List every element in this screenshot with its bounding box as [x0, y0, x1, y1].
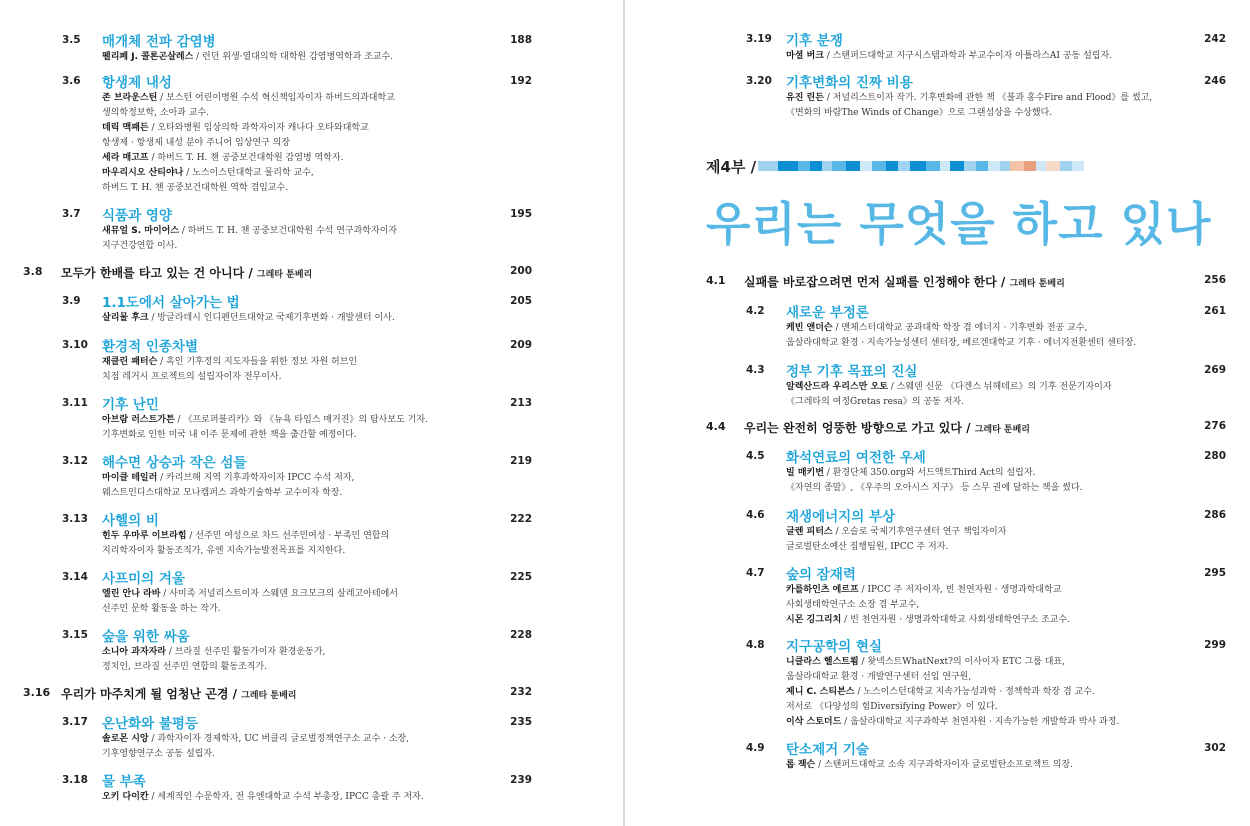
entry-number: 3.9 [62, 295, 81, 307]
contributor-name: 케빈 앤더슨 [786, 323, 833, 333]
color-bar-segment [898, 161, 910, 171]
contributor-description: / 과학자이자 경제학자, UC 버클리 글로벌정책연구소 교수 · 소장, [148, 734, 410, 744]
contributor-name: 이삭 스토더드 [786, 717, 842, 727]
contributor-name: 마이클 테일러 [102, 473, 158, 483]
contributor-line [786, 700, 1216, 715]
contributor-line [102, 790, 532, 805]
contributor-line [102, 370, 532, 385]
entry-number: 4.2 [746, 305, 765, 317]
contributor-line [102, 645, 532, 660]
entry-title[interactable]: 정부 기후 목표의 진실 [786, 364, 918, 380]
contributor-line [786, 395, 1216, 410]
entry-number: 4.5 [746, 450, 765, 462]
contributor-line [102, 311, 532, 326]
color-bar-segment [846, 161, 860, 171]
entry-contributors [786, 380, 1216, 410]
entry-contributors [102, 645, 532, 675]
entry-page-number: 235 [510, 716, 532, 728]
contributor-line [102, 413, 532, 428]
entry-contributors [786, 49, 1216, 64]
contributor-description: 생의학정보학, 소아과 교수. [102, 108, 210, 118]
contributor-name: 롭 잭슨 [786, 760, 816, 770]
entry-title[interactable]: 매개체 전파 감염병 [102, 34, 216, 50]
entry-number: 3.7 [62, 208, 81, 220]
contributor-name: 세라 매고프 [102, 153, 149, 163]
contributor-description: / 노스이스턴대학교 물리학 교수, [183, 168, 314, 178]
entry-contributors [786, 91, 1216, 121]
section-author: 그레타 툰베리 [974, 425, 1031, 435]
section-title-text: 실패를 바로잡으려면 먼저 실패를 인정해야 한다 / [744, 275, 1010, 289]
entry-number: 4.7 [746, 567, 765, 579]
contributor-name: 글렌 피터스 [786, 527, 833, 537]
contributor-line [786, 685, 1216, 700]
contributor-line [102, 486, 532, 501]
contributor-description: 웁살라대학교 환경 · 개발연구센터 선임 연구원, [786, 672, 972, 682]
contributor-name: 오키 다이칸 [102, 792, 149, 802]
contributor-name: 제니 C. 스티븐스 [786, 687, 855, 697]
contributor-description: / 왓넥스트WhatNext?의 이사이자 ETC 그룹 대표, [858, 657, 1065, 667]
entry-number: 4.9 [746, 742, 765, 754]
entry-page-number: 225 [510, 571, 532, 583]
entry-contributors [102, 471, 532, 501]
contributor-line [786, 466, 1216, 481]
color-bar-segment [1010, 161, 1024, 171]
color-bar-segment [778, 161, 798, 171]
contributor-name: 솔로몬 시앙 [102, 734, 149, 744]
contributor-description: 글로벌탄소예산 집행팀원, IPCC 주 저자. [786, 542, 949, 552]
section-title[interactable] [744, 419, 1030, 436]
part-label: 제4부 / [706, 158, 757, 176]
section-page-number: 256 [1204, 274, 1226, 286]
color-bar-segment [1024, 161, 1036, 171]
entry-title[interactable]: 재생에너지의 부상 [786, 509, 896, 525]
color-bar-segment [886, 161, 898, 171]
contributor-line [786, 525, 1216, 540]
entry-contributors [786, 583, 1216, 628]
contributor-description: 사회생태학연구소 소장 겸 부교수, [786, 600, 920, 610]
entry-contributors [102, 355, 532, 385]
contributor-line [102, 136, 532, 151]
entry-number: 3.10 [62, 339, 88, 351]
entry-number: 4.8 [746, 639, 765, 651]
contributor-description: 저서로 《다양성의 힘Diversifying Power》이 있다. [786, 702, 998, 712]
contributor-name: 아브람 러스트가튼 [102, 415, 175, 425]
contributor-line [102, 91, 532, 106]
entry-contributors [102, 529, 532, 559]
entry-title[interactable]: 지구공학의 현실 [786, 639, 882, 655]
contributor-description: 《자연의 종말》, 《우주의 오아시스 지구》 등 스무 권에 달하는 책을 썼다. [786, 483, 1083, 493]
contributor-line [102, 121, 532, 136]
entry-number: 4.3 [746, 364, 765, 376]
color-bar-segment [822, 161, 832, 171]
contributor-name: 재클린 패터슨 [102, 357, 158, 367]
contributor-description: / 하버드 T. H. 챈 공중보건대학원 감염병 역학자. [148, 153, 344, 163]
contributor-name: 마우리시오 산티야나 [102, 168, 184, 178]
contributor-line [786, 670, 1216, 685]
contributor-description: 지구건강연합 이사. [102, 241, 178, 251]
contributor-name: 새뮤얼 S. 마이어스 [102, 226, 180, 236]
entry-page-number: 205 [510, 295, 532, 307]
entry-contributors [102, 587, 532, 617]
contributor-line [786, 380, 1216, 395]
contributor-name: 존 브라운스틴 [102, 93, 158, 103]
entry-title[interactable]: 숲을 위한 싸움 [102, 629, 190, 645]
contributor-line [102, 529, 532, 544]
entry-page-number: 242 [1204, 33, 1226, 45]
section-author: 그레타 툰베리 [1009, 279, 1065, 289]
contributor-description: 지리학자이자 활동조직가, 유엔 지속가능발전목표를 지지한다. [102, 546, 346, 556]
contributor-line [102, 181, 532, 196]
contributor-name: 니클라스 헬스트룀 [786, 657, 859, 667]
contributor-description: 치점 레거시 프로젝트의 설립자이자 전무이사. [102, 372, 282, 382]
entry-number: 3.5 [62, 34, 81, 46]
contributor-description: 기후영향연구소 공동 설립자. [102, 749, 215, 759]
contributor-line [102, 239, 532, 254]
section-number: 3.16 [23, 686, 51, 699]
entry-title[interactable]: 기후변화의 진짜 비용 [786, 75, 913, 91]
contributor-line [102, 544, 532, 559]
contributor-description: / 스탠퍼드대학교 지구시스템과학과 부교수이자 아틀라스AI 공동 설립자. [823, 51, 1113, 61]
section-title[interactable] [61, 264, 312, 281]
section-number: 4.4 [706, 420, 726, 433]
contributor-description: / 노스이스턴대학교 지속가능성과학 · 정책학과 학장 겸 교수. [854, 687, 1095, 697]
contributor-name: 시몬 깅그리치 [786, 615, 842, 625]
entry-page-number: 228 [510, 629, 532, 641]
contributor-line [102, 602, 532, 617]
color-bar-segment [860, 161, 872, 171]
entry-contributors [102, 413, 532, 443]
entry-title[interactable]: 기후 분쟁 [786, 33, 843, 49]
left-page [0, 0, 623, 826]
entry-number: 4.6 [746, 509, 765, 521]
entry-contributors [102, 224, 532, 254]
color-bar-segment [964, 161, 976, 171]
contributor-description: / 웁살라대학교 지구과학부 천연자원 · 지속가능한 개발학과 박사 과정. [841, 717, 1120, 727]
contributor-name: 펠리페 J. 콜론곤살레스 [102, 52, 194, 62]
entry-page-number: 286 [1204, 509, 1226, 521]
entry-title[interactable]: 해수면 상승과 작은 섬들 [102, 455, 247, 471]
entry-page-number: 219 [510, 455, 532, 467]
contributor-line [786, 583, 1216, 598]
entry-number: 3.20 [746, 75, 772, 87]
contributor-line [786, 321, 1216, 336]
contributor-description: / 맨체스터대학교 공과대학 학장 겸 에너지 · 기후변화 전공 교수, [832, 323, 1088, 333]
contributor-description: 정치인, 브라질 선주민 연합의 활동조직가. [102, 662, 267, 672]
contributor-description: 하버드 T. H. 챈 공중보건대학원 역학 겸임교수. [102, 183, 289, 193]
entry-page-number: 302 [1204, 742, 1226, 754]
contributor-line [786, 758, 1216, 773]
contributor-line [102, 471, 532, 486]
entry-title[interactable]: 사프미의 겨울 [102, 571, 185, 587]
contributor-description: / 브라질 선주민 활동가이자 환경운동가, [166, 647, 326, 657]
contributor-name: 엘린 안나 라바 [102, 589, 161, 599]
contributor-description: / 오슬로 국제기후연구센터 연구 책임자이자 [832, 527, 1007, 537]
entry-page-number: 295 [1204, 567, 1226, 579]
section-title-text: 모두가 한배를 타고 있는 건 아니다 / [61, 266, 257, 280]
part-title: 우리는 무엇을 하고 있나 [706, 197, 1212, 251]
contributor-line [786, 655, 1216, 670]
entry-title[interactable]: 화석연료의 여전한 우세 [786, 450, 926, 466]
entry-page-number: 188 [510, 34, 532, 46]
entry-contributors [102, 790, 532, 805]
entry-page-number: 192 [510, 75, 532, 87]
contributor-description: / 세계적인 수문학자, 전 유엔대학교 수석 부총장, IPCC 총괄 주 저자. [148, 792, 424, 802]
color-bar-segment [976, 161, 988, 171]
contributor-description: 기후변화로 인한 미국 내 이주 문제에 관한 책을 출간할 예정이다. [102, 430, 357, 440]
entry-contributors [786, 758, 1216, 773]
contributor-line [102, 224, 532, 239]
contributor-line [102, 166, 532, 181]
entry-page-number: 280 [1204, 450, 1226, 462]
contributor-description: / 사미족 저널리스트이자 스웨덴 요크모크의 살레고아테에서 [160, 589, 398, 599]
contributor-name: 알렉산드라 우리스만 오토 [786, 382, 888, 392]
contributor-description: 선주민 문학 활동을 하는 작가. [102, 604, 221, 614]
entry-contributors [786, 321, 1216, 351]
contributor-description: / 스탠퍼드대학교 소속 지구과학자이자 글로벌탄소프로젝트 의장. [815, 760, 1074, 770]
color-bar-segment [798, 161, 810, 171]
contributor-description: / 방글라데시 인디펜던트대학교 국제기후변화 · 개발센터 이사. [148, 313, 395, 323]
color-bar-segment [1000, 161, 1010, 171]
contributor-description: / 보스턴 어린이병원 수석 혁신책임자이자 하버드의과대학교 [157, 93, 395, 103]
entry-number: 3.19 [746, 33, 772, 45]
contributor-line [102, 732, 532, 747]
contributor-name: 소니아 과자자라 [102, 647, 166, 657]
color-bar-segment [910, 161, 926, 171]
entry-page-number: 195 [510, 208, 532, 220]
contributor-description: / 오타와병원 임상의학 과학자이자 캐나다 오타와대학교 [148, 123, 369, 133]
entry-number: 3.11 [62, 397, 88, 409]
contributor-description: / IPCC 주 저자이자, 빈 천연자원 · 생명과학대학교 [858, 585, 1062, 595]
entry-contributors [102, 91, 532, 196]
contributor-line [786, 715, 1216, 730]
color-bar-segment [926, 161, 940, 171]
color-bar-segment [1046, 161, 1060, 171]
contributor-name: 힌두 우마루 이브라힘 [102, 531, 187, 541]
section-number: 4.1 [706, 274, 726, 287]
entry-page-number: 269 [1204, 364, 1226, 376]
entry-title[interactable]: 기후 난민 [102, 397, 159, 413]
entry-contributors [102, 311, 532, 326]
contributor-line [786, 613, 1216, 628]
entry-number: 3.18 [62, 774, 88, 786]
color-bar-segment [758, 161, 778, 171]
contributor-line [102, 50, 532, 65]
contributor-name: 살리물 후크 [102, 313, 149, 323]
color-bar-segment [810, 161, 822, 171]
entry-number: 3.15 [62, 629, 88, 641]
section-number: 3.8 [23, 265, 43, 278]
entry-number: 3.14 [62, 571, 88, 583]
section-page-number: 232 [510, 686, 532, 698]
color-bar-segment [1060, 161, 1072, 171]
contributor-description: / 빈 천연자원 · 생명과학대학교 사회생태학연구소 조교수. [841, 615, 1071, 625]
contributor-description: / 런던 위생·열대의학 대학원 감염병역학과 조교수. [193, 52, 394, 62]
contributor-line [786, 481, 1216, 496]
entry-title[interactable]: 사헬의 비 [102, 513, 159, 529]
entry-title[interactable]: 온난화와 불평등 [102, 716, 198, 732]
entry-page-number: 299 [1204, 639, 1226, 651]
contributor-line [102, 587, 532, 602]
entry-title[interactable]: 물 부족 [102, 774, 146, 790]
contributor-line [102, 428, 532, 443]
color-bar-segment [872, 161, 886, 171]
contributor-line [102, 151, 532, 166]
entry-title[interactable]: 식품과 영양 [102, 208, 172, 224]
contributor-description: 《변화의 바람The Winds of Change》으로 그랜섬상을 수상했다. [786, 108, 1053, 118]
entry-contributors [102, 732, 532, 762]
contributor-line [786, 336, 1216, 351]
section-author: 그레타 툰베리 [256, 270, 313, 280]
contributor-description: / 스웨덴 신문 《다겐스 뉘헤테르》의 기후 전문기자이자 [887, 382, 1112, 392]
color-bar-segment [988, 161, 1000, 171]
entry-contributors [786, 466, 1216, 496]
entry-page-number: 261 [1204, 305, 1226, 317]
entry-page-number: 222 [510, 513, 532, 525]
contributor-description: / 선주민 여성으로 차드 선주민여성 · 부족민 연합의 [186, 531, 390, 541]
entry-contributors [786, 655, 1216, 730]
contributor-line [786, 598, 1216, 613]
entry-number: 3.6 [62, 75, 81, 87]
entry-page-number: 246 [1204, 75, 1226, 87]
color-bar-segment [940, 161, 950, 171]
contributor-line [102, 106, 532, 121]
contributor-line [786, 540, 1216, 555]
contributor-name: 빌 매키번 [786, 468, 824, 478]
contributor-name: 마셜 버크 [786, 51, 824, 61]
section-author: 그레타 툰베리 [241, 691, 297, 701]
entry-contributors [786, 525, 1216, 555]
entry-page-number: 239 [510, 774, 532, 786]
entry-title[interactable]: 숲의 잠재력 [786, 567, 856, 583]
entry-page-number: 209 [510, 339, 532, 351]
contributor-description: 웁살라대학교 환경 · 지속가능성센터 센터장, 베르겐대학교 기후 · 에너지전환센터 센터장. [786, 338, 1137, 348]
entry-page-number: 213 [510, 397, 532, 409]
contributor-description: 항생제 · 항생제 내성 분야 주니어 임상연구 의장 [102, 138, 291, 148]
contributor-line [102, 747, 532, 762]
color-bar-segment [950, 161, 964, 171]
section-title[interactable] [61, 685, 296, 702]
entry-number: 3.13 [62, 513, 88, 525]
contributor-line [786, 91, 1216, 106]
contributor-description: / 하버드 T. H. 챈 공중보건대학원 수석 연구과학자이자 [179, 226, 398, 236]
color-bar-segment [1072, 161, 1084, 171]
section-title-text: 우리는 완전히 엉뚱한 방향으로 가고 있다 / [744, 421, 975, 435]
contributor-description: 웨스트인디스대학교 모나캠퍼스 과학기술학부 교수이자 학장. [102, 488, 343, 498]
contributor-description: / 카리브해 지역 기후과학자이자 IPCC 수석 저자, [157, 473, 355, 483]
part-color-bar [758, 161, 1084, 171]
contributor-name: 유진 린든 [786, 93, 824, 103]
entry-title[interactable]: 새로운 부정론 [786, 305, 869, 321]
contributor-description: / 저널리스트이자 작가. 기후변화에 관한 책 《불과 홍수Fire and Flood》를 썼고, [823, 93, 1153, 103]
entry-contributors [102, 50, 532, 65]
section-title[interactable] [744, 273, 1065, 290]
entry-number: 3.17 [62, 716, 88, 728]
entry-title[interactable]: 환경적 인종차별 [102, 339, 198, 355]
contributor-name: 카를하인츠 에르프 [786, 585, 859, 595]
entry-title[interactable]: 1.1도에서 살아가는 법 [102, 295, 240, 311]
contributor-line [102, 355, 532, 370]
right-page [625, 0, 1250, 826]
color-bar-segment [1036, 161, 1046, 171]
contributor-description: / 《프로퍼블리카》와 《뉴욕 타임스 매거진》의 탐사보도 기자. [174, 415, 428, 425]
entry-title[interactable]: 탄소제거 기술 [786, 742, 869, 758]
entry-number: 3.12 [62, 455, 88, 467]
contributor-line [102, 660, 532, 675]
contributor-line [786, 49, 1216, 64]
contributor-line [786, 106, 1216, 121]
contributor-description: / 환경단체 350.org와 서드액트Third Act의 설립자. [823, 468, 1036, 478]
section-page-number: 200 [510, 265, 532, 277]
contributor-name: 데릭 맥패든 [102, 123, 149, 133]
color-bar-segment [832, 161, 846, 171]
entry-title[interactable]: 항생제 내성 [102, 75, 172, 91]
contributor-description: / 흑인 기후정의 지도자들을 위한 정보 자원 허브인 [157, 357, 358, 367]
contributor-description: 《그레타의 여정Gretas resa》의 공동 저자. [786, 397, 964, 407]
section-page-number: 276 [1204, 420, 1226, 432]
section-title-text: 우리가 마주치게 될 엄청난 곤경 / [61, 687, 242, 701]
